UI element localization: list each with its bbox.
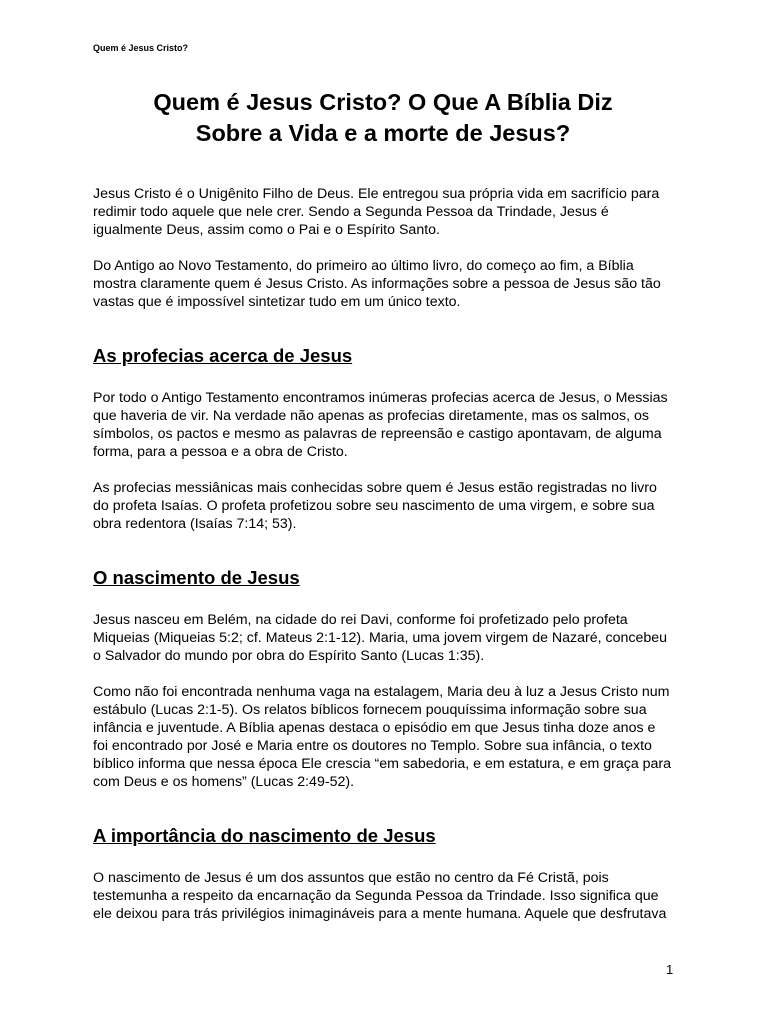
document-title — [93, 87, 673, 149]
intro-paragraph: Do Antigo ao Novo Testamento, do primeiro ao último livro, do começo ao fim, a Bíblia mostra claramente quem é Jesus Cristo. As informações sobre a pessoa de Jesus são tão vastas que é impossível sintetizar tudo em um único texto. — [93, 258, 661, 310]
section-paragraph: O nascimento de Jesus é um dos assuntos que estão no centro da Fé Cristã, pois testemunha a respeito da encarnação da Segunda Pessoa da Trindade. Isso significa que ele deixou para trás privilégios inimagináveis para a mente humana. Aquele que desfrutava — [93, 870, 667, 922]
section-paragraph: Como não foi encontrada nenhuma vaga na estalagem, Maria deu à luz a Jesus Cristo num estábulo (Lucas 2:1-5). Os relatos bíblicos fornecem pouquíssima informação sobre sua infância e juventude. A Bíblia apenas destaca o episódio em que Jesus tinha doze anos e foi encontrado por José e Maria entre os doutores no Templo. Sobre sua infância, o texto bíblico informa que nessa época Ele crescia “em sabedoria, e em estatura, e em graça para com Deus e os homens” (Lucas 2:49-52). — [93, 684, 672, 790]
section-heading-nascimento: O nascimento de Jesus — [93, 567, 300, 588]
section-paragraph: Por todo o Antigo Testamento encontramos inúmeras profecias acerca de Jesus, o Messias que haveria de vir. Na verdade não apenas as profecias diretamente, mas os salmos, os símbolos, os pactos e mesmo as palavras de repreensão e castigo apontavam, de alguma forma, para a pessoa e a obra de Cristo. — [93, 390, 668, 460]
title-line-1: Quem é Jesus Cristo? O Que A Bíblia Diz — [153, 89, 613, 115]
document-body — [93, 87, 673, 923]
section-paragraph: As profecias messiânicas mais conhecidas sobre quem é Jesus estão registradas no livro do profeta Isaías. O profeta profetizou sobre seu nascimento de uma virgem, e sobre sua obra redentora (Isaías 7:14; 53). — [93, 480, 657, 532]
title-line-2: Sobre a Vida e a morte de Jesus? — [195, 120, 571, 146]
section-heading-importancia: A importância do nascimento de Jesus — [93, 825, 436, 846]
section-heading-profecias: As profecias acerca de Jesus — [93, 345, 353, 366]
page-number: 1 — [666, 962, 674, 977]
intro-paragraph: Jesus Cristo é o Unigênito Filho de Deus. Ele entregou sua própria vida em sacrifício para redimir todo aquele que nele crer. Sendo a Segunda Pessoa da Trindade, Jesus é igualmente Deus, assim como o Pai e o Espírito Santo. — [93, 186, 660, 238]
section-paragraph: Jesus nasceu em Belém, na cidade do rei Davi, conforme foi profetizado pelo profeta Miqueias (Miqueias 5:2; cf. Mateus 2:1-12). Maria, uma jovem virgem de Nazaré, concebeu o Salvador do mundo por obra do Espírito Santo (Lucas 1:35). — [93, 612, 668, 664]
running-header: Quem é Jesus Cristo? — [93, 43, 189, 53]
